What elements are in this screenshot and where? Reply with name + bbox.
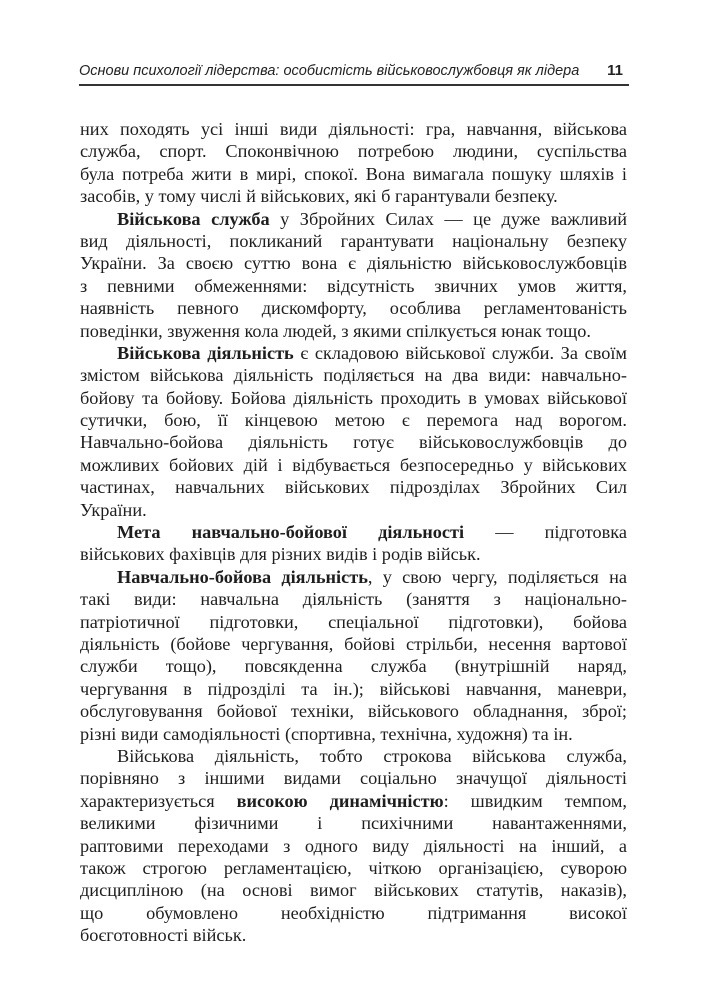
text-line [80,387,627,409]
text-segment: такі види: навчальна діяльність (заняття з національно- [80,589,627,610]
text-segment: служба, спорт. Споконвічною потребою людини, суспільства [80,141,627,162]
text-segment: вид діяльності, покликаний гарантувати національну безпеку [80,230,627,251]
text-segment: раптовими переходами з одного виду діяльності на інший, а [80,835,627,856]
text-line [80,275,627,297]
text-line [80,454,627,476]
text-segment: дисципліною (на основі вимог військових статутів, наказів), [80,880,627,901]
text-segment: Військова діяльність, тобто строкова військова служба, [117,745,627,766]
text-segment: : швидким темпом, [443,790,627,811]
text-segment: характеризується [80,790,237,811]
text-line [80,767,627,789]
text-line [80,655,627,677]
text-segment: засобів, у тому числі й військових, які б гарантували безпеку. [80,186,558,207]
text-segment: військових фахівців для різних видів і родів військ. [80,544,481,565]
paragraph [80,342,627,521]
text-segment: України. [80,499,147,520]
paragraph [80,745,627,947]
text-line [80,499,627,521]
text-segment: наявність певного дискомфорту, особлива регламентованість [80,298,627,319]
text-line [80,185,627,207]
text-segment: що обумовлено необхідністю підтримання високої [80,902,627,923]
paragraph [80,208,627,342]
text-line [80,700,627,722]
text-line [80,252,627,274]
text-segment: , у свою чергу, поділяється на [367,566,627,587]
text-line [80,476,627,498]
text-segment: також строгою регламентацією, чіткою організацією, суворою [80,857,627,878]
text-line [80,566,627,588]
text-segment: служби тощо), повсякденна служба (внутрішній наряд, [80,656,627,677]
text-line [80,790,627,812]
text-segment: поведінки, звуження кола людей, з якими спілкується юнак тощо. [80,320,591,341]
text-segment: України. За своєю суттю вона є діяльністю військовослужбовців [80,253,627,274]
text-line [80,723,627,745]
running-header [79,62,629,86]
text-segment: з певними обмеженнями: відсутність звичних умов життя, [80,275,627,296]
text-segment: боєготовності військ. [80,925,247,946]
text-line [80,543,627,565]
text-segment: змістом військова діяльність поділяється на два види: навчально- [80,365,627,386]
text-line [80,140,627,162]
text-segment: діяльність (бойове чергування, бойові стрільби, несення вартової [80,633,627,654]
text-line [80,678,627,700]
text-segment: сутички, бою, її кінцевою метою є перемога над ворогом. [80,410,627,431]
text-line [80,320,627,342]
text-line [80,857,627,879]
text-line [80,342,627,364]
bold-term: Мета навчально-бойової діяльності [117,522,465,543]
text-line [80,118,627,140]
page-number: 11 [607,62,623,79]
paragraph [80,118,627,208]
text-segment: обслуговування бойової техніки, військового обладнання, зброї; [80,701,627,722]
text-segment: Навчально-бойова діяльність готує військовослужбовців до [80,432,627,453]
text-segment: частинах, навчальних військових підрозділах Збройних Сил [80,477,627,498]
text-segment: порівняно з іншими видами соціально значущої діяльності [80,768,627,789]
text-segment: різні види самодіяльності (спортивна, технічна, художня) та ін. [80,723,573,744]
page-body [80,118,627,946]
text-line [80,812,627,834]
text-line [80,163,627,185]
bold-term: Військова діяльність [117,342,294,363]
text-segment: бойову та бойову. Бойова діяльність проходить в умовах військової [80,387,627,408]
text-line [80,902,627,924]
text-segment: є складовою військової служби. За своїм [293,342,627,363]
text-segment: можливих бойових дій і відбувається безпосередньо у військових [80,454,627,475]
text-segment: — підготовка [464,522,627,543]
text-line [80,879,627,901]
text-line [80,431,627,453]
text-line [80,364,627,386]
text-segment: була потреба жити в мирі, спокої. Вона вимагала пошуку шляхів і [80,163,627,184]
text-line [80,297,627,319]
text-line [80,230,627,252]
text-line [80,924,627,946]
bold-term: високою динамічністю [236,790,444,811]
text-segment: у Збройних Силах — це дуже важливий [269,208,628,229]
text-segment: чергування в підрозділі та ін.); військові навчання, маневри, [80,678,627,699]
text-segment: них походять усі інші види діяльності: гра, навчання, військова [80,119,627,139]
text-line [80,611,627,633]
text-line [80,835,627,857]
text-line [80,745,627,767]
paragraph [80,521,627,566]
text-line [80,409,627,431]
text-segment: патріотичної підготовки, спеціальної підготовки), бойова [80,611,627,632]
bold-term: Військова служба [117,208,270,229]
bold-term: Навчально-бойова діяльність [117,566,368,587]
text-segment: великими фізичними і психічними навантаженнями, [80,813,627,834]
text-line [80,208,627,230]
text-line [80,588,627,610]
paragraph [80,566,627,745]
text-line [80,633,627,655]
running-header-title: Основи психології лідерства: особистість військовослужбовця як лідера [79,63,580,79]
text-line [80,521,627,543]
